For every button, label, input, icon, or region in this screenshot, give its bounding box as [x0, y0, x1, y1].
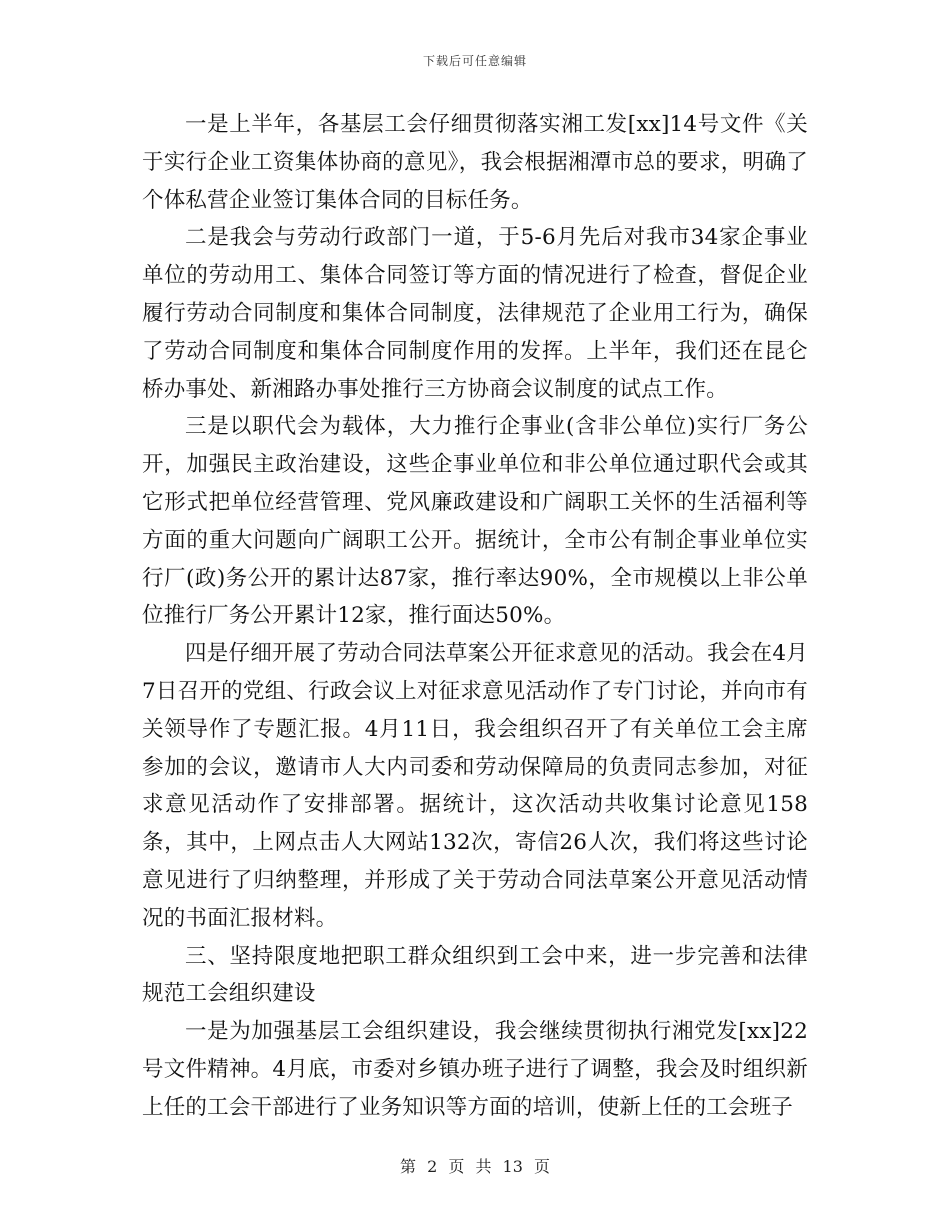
paragraph-2: 二是我会与劳动行政部门一道，于5-6月先后对我市34家企事业单位的劳动用工、集体合同签订等方面的情况进行了检查，督促企业履行劳动合同制度和集体合同制度，法律规范了企业用工行为，确保了劳动合同制度和集体合同制度作用的发挥。上半年，我们还在昆仑桥办事处、新湘路办事处推行三方协商会议制度的试点工作。 — [142, 225, 808, 402]
page-header: 下载后可任意编辑 — [422, 54, 527, 68]
paragraph-5: 一是为加强基层工会组织建设，我会继续贯彻执行湘党发[xx]22号文件精神。4月底，市委对乡镇办班子进行了调整，我会及时组织新上任的工会干部进行了业务知识等方面的培训，使新上任的工会班子 — [142, 1019, 808, 1120]
section-heading: 三、坚持限度地把职工群众组织到工会中来，进一步完善和法律规范工会组织建设 — [142, 943, 808, 1007]
paragraph-4: 四是仔细开展了劳动合同法草案公开征求意见的活动。我会在4月7日召开的党组、行政会议上对征求意见活动作了专门讨论，并向市有关领导作了专题汇报。4月11日，我会组织召开了有关单位工会主席参加的会议，邀请市人大内司委和劳动保障局的负责同志参加，对征求意见活动作了安排部署。据统计，这次活动共收集讨论意见158条，其中，上网点击人大网站132次，寄信26人次，我们将这些讨论意见进行了归纳整理，并形成了关于劳动合同法草案公开意见活动情况的书面汇报材料。 — [142, 641, 808, 931]
paragraph-1: 一是上半年，各基层工会仔细贯彻落实湘工发[xx]14号文件《关于实行企业工资集体协商的意见》，我会根据湘潭市总的要求，明确了个体私营企业签订集体合同的目标任务。 — [142, 112, 808, 213]
page-footer: 第 2 页 共 13 页 — [400, 1157, 550, 1176]
paragraph-3: 三是以职代会为载体，大力推行企事业(含非公单位)实行厂务公开，加强民主政治建设，这些企事业单位和非公单位通过职代会或其它形式把单位经营管理、党风廉政建设和广阔职工关怀的生活福利等方面的重大问题向广阔职工公开。据统计，全市公有制企事业单位实行厂(政)务公开的累计达87家，推行率达90%，全市规模以上非公单位推行厂务公开累计12家，推行面达50%。 — [142, 414, 808, 629]
document-body — [142, 106, 808, 1127]
